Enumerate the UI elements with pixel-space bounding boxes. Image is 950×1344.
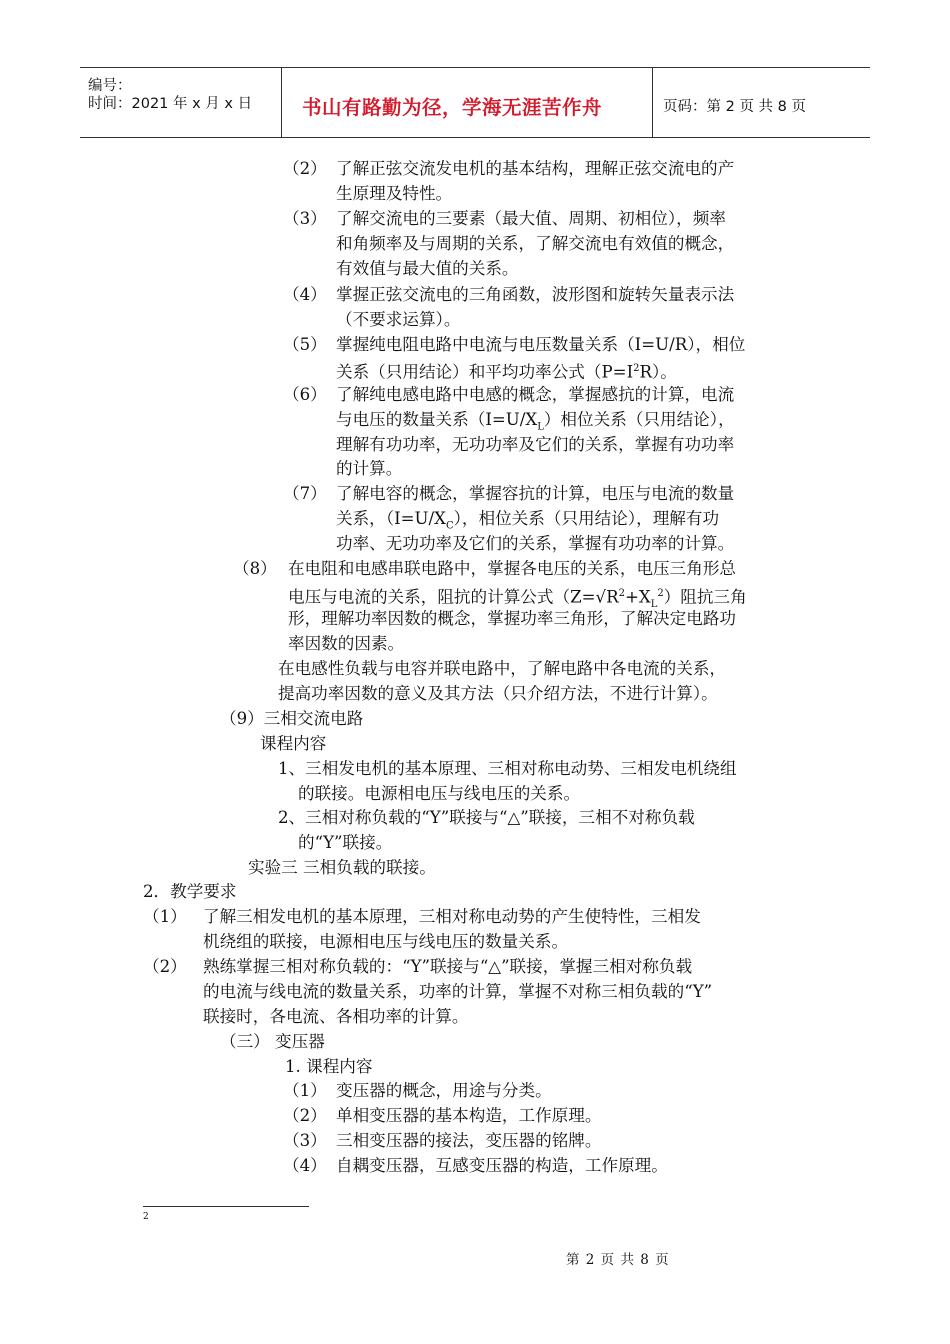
text-line: 2、三相对称负载的“Y”联接与“△”联接，三相不对称负载 — [278, 808, 695, 827]
section-heading: （9）三相交流电路 — [220, 709, 364, 728]
text-line: 实验三 三相负载的联接。 — [248, 858, 436, 877]
text-line: 提高功率因数的意义及其方法（只介绍方法，不进行计算）。 — [278, 684, 718, 703]
item-number: （2） — [283, 1106, 327, 1125]
text-line: 了解纯电感电路中电感的概念，掌握感抗的计算，电流 — [336, 385, 735, 404]
text-line: 的联接。电源相电压与线电压的关系。 — [298, 784, 581, 803]
text-line: 有效值与最大值的关系。 — [336, 259, 519, 278]
text-line: 和角频率及与周期的关系，了解交流电有效值的概念， — [336, 234, 735, 253]
text-line: 了解电容的概念，掌握容抗的计算，电压与电流的数量 — [336, 484, 735, 503]
item-number: （4） — [283, 1156, 327, 1175]
item-number: （4） — [283, 285, 327, 304]
item-number: （8） — [233, 559, 277, 578]
text-line: （不要求运算）。 — [336, 310, 461, 329]
number-label: 编号： — [88, 78, 132, 94]
text-line: 自耦变压器，互感变压器的构造，工作原理。 — [336, 1156, 668, 1175]
text-line: 在电阻和电感串联电路中，掌握各电压的关系，电压三角形总 — [288, 559, 737, 578]
text-line: 了解交流电的三要素（最大值、周期、初相位），频率 — [336, 209, 726, 228]
page-footer: 第 2 页 共 8 页 — [566, 1252, 670, 1268]
item-number: （2） — [143, 957, 187, 976]
text-line: 单相变压器的基本构造，工作原理。 — [336, 1106, 602, 1125]
text-line: 与电压的数量关系$(I=U/X_L)$相位关系（只用结论）， — [336, 410, 735, 433]
text-line: 熟练掌握三相对称负载的：“Y”联接与“△”联接，掌握三相对称负载 — [203, 957, 693, 976]
text-line: 理解有功功率，无功功率及它们的关系，掌握有功功率 — [336, 435, 735, 454]
section-heading: （三） 变压器 — [220, 1032, 325, 1051]
item-number: （2） — [283, 159, 327, 178]
page-info: 页码：第 2 页 共 8 页 — [663, 99, 806, 115]
text-line: 变压器的概念，用途与分类。 — [336, 1081, 552, 1100]
text-line: 掌握纯电阻电路中电流与电压数量关系（I=U/R），相位 — [336, 335, 746, 354]
header-page-cell — [653, 68, 870, 137]
text-line: 机绕组的联接，电源相电压与线电压的数量关系。 — [203, 932, 569, 951]
text-line: 关系（只用结论）和平均功率公式$(P=I^2R)$。 — [336, 362, 677, 382]
section-heading: 2．教学要求 — [143, 882, 237, 901]
text-line: 的电流与线电流的数量关系，功率的计算，掌握不对称三相负载的“Y” — [203, 982, 713, 1001]
text-line: 了解三相发电机的基本原理，三相对称电动势的产生使特性，三相发 — [203, 907, 701, 926]
motto: 书山有路勤为径，学海无涯苦作舟 — [302, 96, 603, 119]
text-line: 了解正弦交流发电机的基本结构，理解正弦交流电的产 — [336, 159, 735, 178]
text-line: 功率、无功功率及它们的关系，掌握有功功率的计算。 — [336, 534, 735, 553]
footnote-rule — [143, 1206, 309, 1207]
item-number: （5） — [283, 335, 327, 354]
sub-heading: 课程内容 — [260, 734, 327, 753]
header-motto-cell — [282, 68, 653, 137]
text-line: 关系，$(I=U/X_C)$，相位关系（只用结论），理解有功 — [336, 509, 720, 532]
text-line: 1、三相发电机的基本原理、三相对称电动势、三相发电机绕组 — [278, 759, 737, 778]
text-line: 形，理解功率因数的概念，掌握功率三角形，了解决定电路功 — [288, 609, 737, 628]
item-number: （3） — [283, 1131, 327, 1150]
item-number: （7） — [283, 484, 327, 503]
item-number: （1） — [283, 1081, 327, 1100]
sub-heading: 1. 课程内容 — [285, 1057, 373, 1076]
time-label: 时间：2021 年 x 月 x 日 — [88, 96, 253, 112]
item-number: （6） — [283, 385, 327, 404]
item-number: （3） — [283, 209, 327, 228]
text-line: 联接时，各电流、各相功率的计算。 — [203, 1007, 469, 1026]
footnote-marker: 2 — [143, 1212, 149, 1222]
text-line: 电压与电流的关系，阻抗的计算公式$(Z=√R^2+X_L^2)$阻抗三角 — [288, 587, 747, 610]
text-line: 的“Y”联接。 — [298, 833, 393, 852]
text-line: 在电感性负载与电容并联电路中，了解电路中各电流的关系， — [278, 659, 727, 678]
text-line: 的计算。 — [336, 459, 403, 478]
text-line: 生原理及特性。 — [336, 184, 453, 203]
header-meta-cell — [80, 68, 282, 137]
text-line: 率因数的因素。 — [288, 634, 405, 653]
text-line: 掌握正弦交流电的三角函数，波形图和旋转矢量表示法 — [336, 285, 735, 304]
text-line: 三相变压器的接法，变压器的铭牌。 — [336, 1131, 602, 1150]
page-header — [80, 67, 870, 138]
item-number: （1） — [143, 907, 187, 926]
